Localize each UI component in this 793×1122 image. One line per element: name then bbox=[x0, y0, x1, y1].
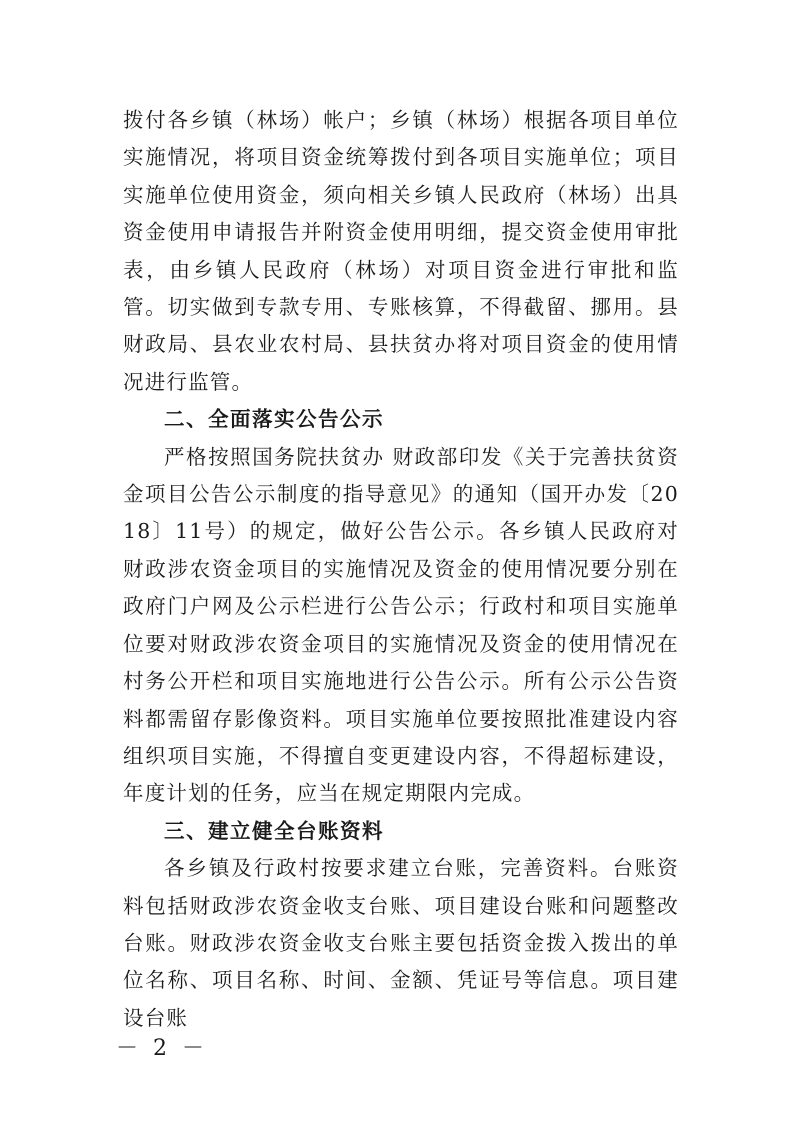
paragraph-fund-disbursement: 拨付各乡镇（林场）帐户；乡镇（林场）根据各项目单位实施情况，将项目资金统筹拨付到各项目实施单位；项目实施单位使用资金，须向相关乡镇人民政府（林场）出具资金使用申请报告并附资金使用明细，提交资金使用审批表，由乡镇人民政府（林场）对项目资金进行审批和监管。切实做到专款专用、专账核算，不得截留、挪用。县财政局、县农业农村局、县扶贫办将对项目资金的使用情况进行监管。 bbox=[123, 108, 679, 394]
paragraph-public-notice: 严格按照国务院扶贫办 财政部印发《关于完善扶贫资金项目公告公示制度的指导意见》的通知（国开办发〔2018〕11号）的规定，做好公告公示。各乡镇人民政府对财政涉农资金项目的实施情况及资金的使用情况要分别在政府门户网及公示栏进行公告公示；行政村和项目实施单位要对财政涉农资金项目的实施情况及资金的使用情况在村务公开栏和项目实施地进行公告公示。所有公示公告资料都需留存影像资料。项目实施单位要按照批准建设内容组织项目实施，不得擅自变更建设内容，不得超标建设，年度计划的任务，应当在规定期限内完成。 bbox=[123, 444, 679, 806]
paragraph-ledger: 各乡镇及行政村按要求建立台账，完善资料。台账资料包括财政涉农资金收支台账、项目建设台账和问题整改台账。财政涉农资金收支台账主要包括资金拨入拨出的单位名称、项目名称、时间、金额、凭证号等信息。项目建设台账 bbox=[123, 856, 679, 1030]
document-body bbox=[123, 102, 679, 1037]
page-number: － 2 － bbox=[116, 1036, 208, 1061]
section-heading-public-notice: 二、全面落实公告公示 bbox=[164, 407, 384, 432]
section-heading-ledger: 三、建立健全台账资料 bbox=[164, 818, 384, 843]
